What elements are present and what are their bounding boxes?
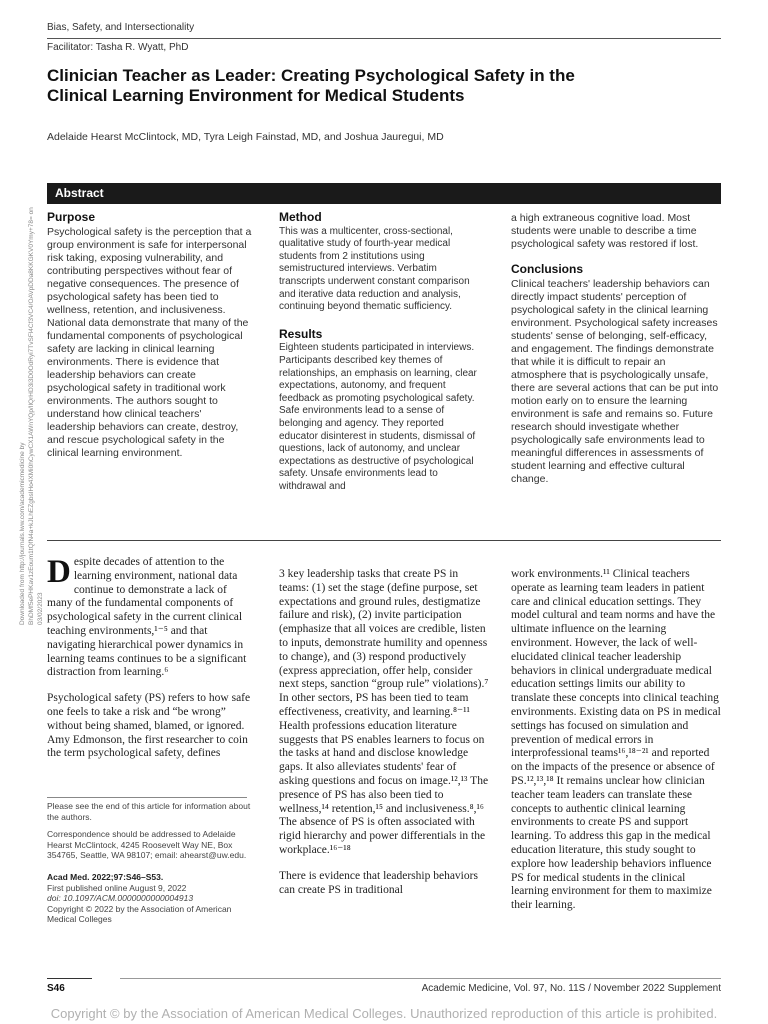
results-text: Eighteen students participated in interviews. Participants described key themes of relationships, an emphasis on learning, clear expectations, autonomy, and frequent feedback as promoting psychological safety. Safe environments lead to a sense of belonging and agency. They reported educator disinterest in students, dismissal of questions, lack of autonomy, and unclear expectations as destructive of psychological safety. Unsafe environments lead to withdrawal and bbox=[279, 342, 477, 492]
correspondence-note: Correspondence should be addressed to Adelaide Hearst McClintock, 4245 Roosevelt Way NE, Box 354765, Seattle, WA 98107; email: ahearst@uw.edu. bbox=[47, 829, 247, 860]
body-col2-paragraph-2: There is evidence that leadership behaviors can create PS in traditional bbox=[279, 869, 478, 896]
journal-info: Academic Medicine, Vol. 97, No. 11S / November 2022 Supplement bbox=[421, 983, 721, 994]
published-date: First published online August 9, 2022 bbox=[47, 882, 187, 893]
body-paragraph-1-text: espite decades of attention to the learning environment, national data continue to demonstrate a lack of many of the fundamental components of psychological safety in the current clinical teaching environments,¹⁻⁵ and that navigating hierarchical power dynamics in learning teams continues to be a significant distraction from learning.⁶ bbox=[47, 556, 247, 679]
method-text: This was a multicenter, cross-sectional, qualitative study of fourth-year medical students from 2 institutions using semistructured interviews. Verbatim transcripts underwent constant comparison and iterative data reduction and analysis, continuing beyond thematic sufficiency. bbox=[279, 225, 470, 313]
abstract-col-2 bbox=[279, 211, 484, 493]
header-divider bbox=[47, 38, 721, 39]
footer-rule-left bbox=[47, 978, 92, 979]
article-authors: Adelaide Hearst McClintock, MD, Tyra Leigh Fainstad, MD, and Joshua Jauregui, MD bbox=[47, 131, 444, 143]
citation: Acad Med. 2022;97:S46–S53. bbox=[47, 872, 164, 882]
drop-cap: D bbox=[47, 554, 71, 590]
authors-note: Please see the end of this article for information about the authors. bbox=[47, 801, 251, 822]
abstract-col-1 bbox=[47, 211, 252, 460]
body-col-2 bbox=[279, 568, 489, 897]
body-col-3 bbox=[511, 568, 721, 913]
abstract-divider bbox=[47, 540, 721, 541]
results-heading: Results bbox=[279, 326, 323, 341]
publication-info bbox=[47, 872, 262, 925]
page-number: S46 bbox=[47, 983, 65, 994]
doi: doi: 10.1097/ACM.0000000000004913 bbox=[47, 893, 194, 903]
conclusions-heading: Conclusions bbox=[511, 262, 584, 276]
section-label: Bias, Safety, and Intersectionality bbox=[47, 22, 195, 33]
article-copyright: Copyright © 2022 by the Association of American Medical Colleges bbox=[47, 903, 232, 924]
purpose-heading: Purpose bbox=[47, 210, 96, 224]
body-paragraph-1 bbox=[47, 556, 255, 680]
abstract-heading: Abstract bbox=[47, 183, 721, 204]
abstract-col-3 bbox=[511, 212, 721, 486]
conclusions-text: Clinical teachers' leadership behaviors can directly impact students' perception of psychological safety in the clinical learning environment. Psychological safety increases students' sense of belonging, self-efficacy, and engagement. The findings demonstrate that while it is difficult to repair an atmosphere that is psychologically unsafe, there are several actions that can be put into motion early on to ensure the learning environment is safe and remains so. Future research should investigate whether psychologically safe environments lead to meaningful differences in assessments of student learning and effective cultural change. bbox=[511, 278, 719, 485]
download-watermark: Downloaded from http://journals.lww.com/academicmedicine by BhDMf5ePHKav1zEoum1tQfN4a+kJLhEZgbsIHo4XMi0hCywCX1AWnYQp/IlQrHD3i3D0OdRyi7TvSFl4Cf3VC4/OAVpDDa8KKGKV0Ymy+78= on 03/02/2023 bbox=[19, 207, 44, 625]
copyright-notice: Copyright © by the Association of American Medical Colleges. Unauthorized reproduction of this article is prohibited. bbox=[50, 1006, 718, 1021]
body-col2-paragraph-1: 3 key leadership tasks that create PS in teams: (1) set the stage (define purpose, set expectations and ground rules, destigmatize failure and risk), (2) invite participation (emphasize that all voices are credible, listen to inputs, demonstrate humility and openness to change), and (3) respond productively (express appreciation, offer help, consider next steps, sanction “group rule” violations).⁷ In other sectors, PS has been tied to team effectiveness, creativity, and learning.⁸⁻¹¹ Health professions education literature suggests that PS enables learners to focus on the tasks at hand and disclose knowledge gaps. It also alleviates students' fear of asking questions and focus on image.¹²,¹³ The presence of PS has also been tied to wellness,¹⁴ retention,¹⁵ and inclusiveness.⁸,¹⁶ The absence of PS is often associated with rigid hierarchy and power differentials in the workplace.¹⁶⁻¹⁸ bbox=[279, 568, 489, 856]
purpose-text: Psychological safety is the perception that a group environment is safe for interpersonal risk taking, exposing vulnerability, and contributing perspectives without fear of negative consequences. The presence of psychological safety has been tied to wellness, retention, and inclusiveness. National data demonstrate that many of the fundamental components of psychological safety are lacking in clinical learning environments. There is evidence that leadership behaviors can create psychological safety in traditional work environments. The authors sought to understand how clinical teachers' leadership behaviors can create, destroy, and rescue psychological safety in the clinical learning environment. bbox=[47, 226, 252, 459]
body-paragraph-2: Psychological safety (PS) refers to how safe one feels to take a risk and “be wrong” without being shamed, blamed, or ignored. Amy Edmonson, the first researcher to coin the term psychological safety, defines bbox=[47, 692, 251, 760]
facilitator: Facilitator: Tasha R. Wyatt, PhD bbox=[47, 42, 189, 53]
footer-rule-right bbox=[120, 978, 721, 979]
notes-divider bbox=[47, 797, 247, 798]
results-continued: a high extraneous cognitive load. Most students were unable to describe a time psychological safety was restored if lost. bbox=[511, 212, 699, 250]
body-col-1 bbox=[47, 556, 255, 761]
body-col3-paragraph-1: work environments.¹¹ Clinical teachers operate as learning team leaders in patient care and clinical education settings. They model cultural and team norms and have the ultimate influence on the learning environment. However, the lack of well-elucidated clinical teacher leadership behaviors in clinical undergraduate medical education settings limits our ability to translate these concepts into clinical teaching environments. Existing data on PS in medical settings has focused on simulation and prevention of medical errors in interprofessional teams¹⁶,¹⁸⁻²¹ and reported on the impacts of the presence or absence of PS.¹²,¹³,¹⁸ It remains unclear how clinician teacher team leaders can translate these concepts to authentic clinical learning environments to create PS and support learning. To address this gap in the medical education literature, this study sought to explore how leadership behaviors influence PS for medical students in the clinical learning environment for them to maximize their learning. bbox=[511, 568, 721, 912]
method-heading: Method bbox=[279, 210, 322, 224]
article-title: Clinician Teacher as Leader: Creating Psychological Safety in the Clinical Learning Environment for Medical Students bbox=[47, 66, 575, 105]
